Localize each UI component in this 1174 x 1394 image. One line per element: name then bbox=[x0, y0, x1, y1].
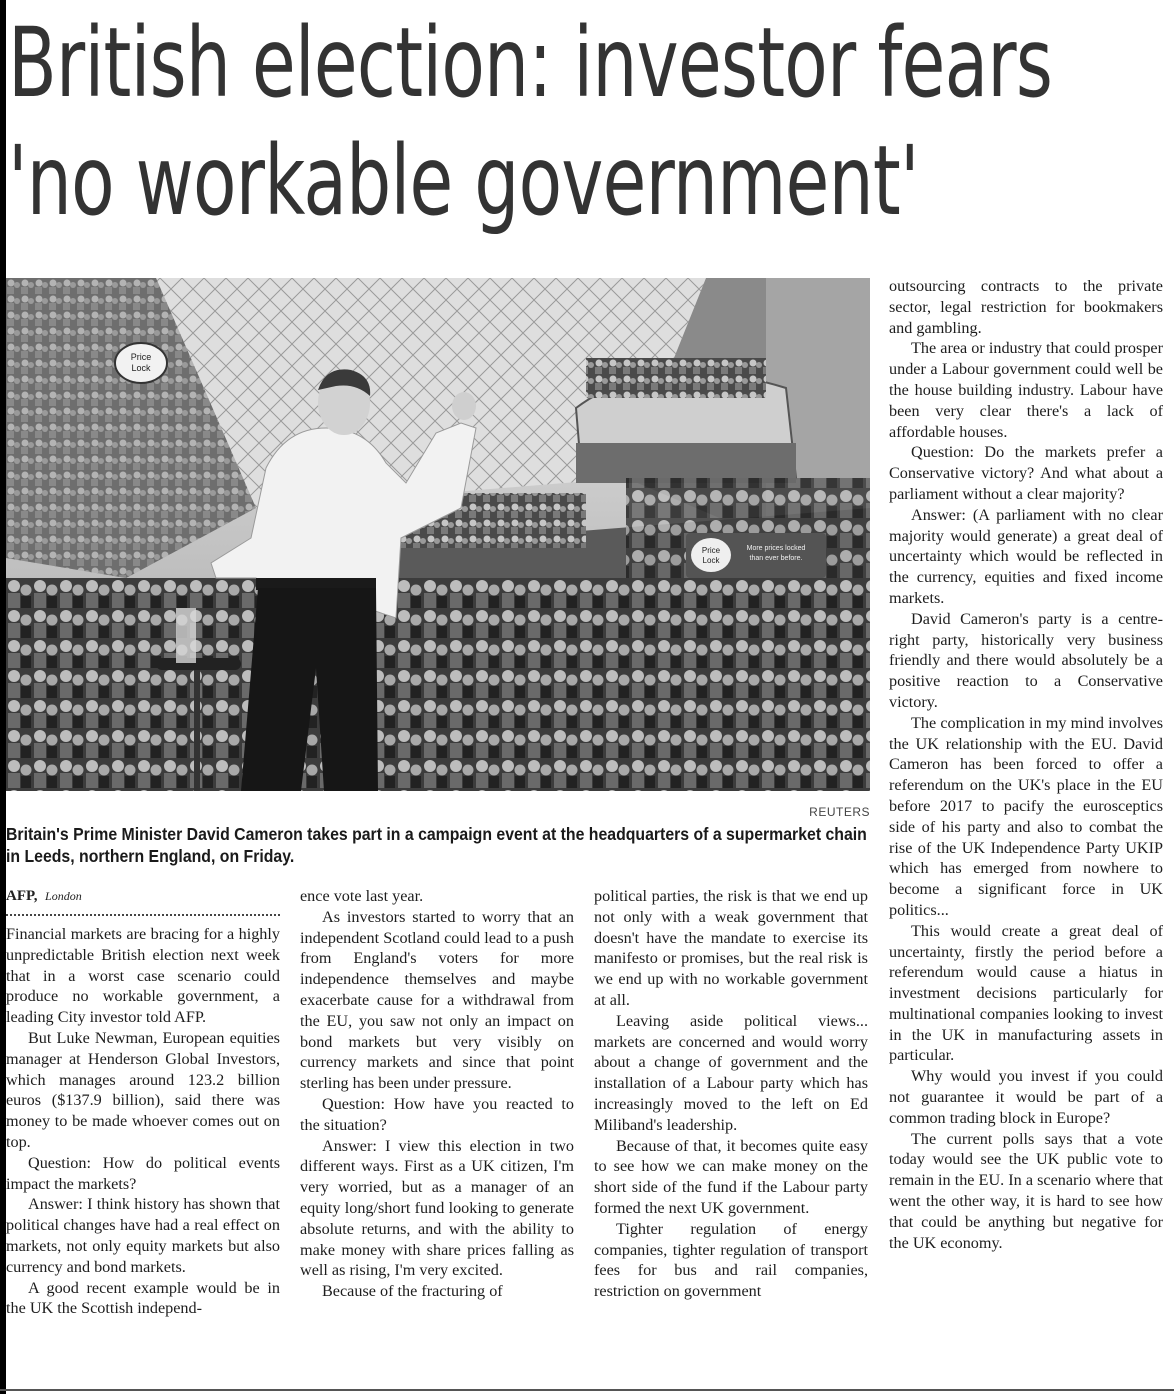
paragraph: Leaving aside political views... markets are concerned and would worry about a change of government and the installation of a Labour party which has increasingly moved to the left on Ed Miliband's leadership. bbox=[594, 1011, 868, 1134]
paragraph: As investors started to worry that an independent Scotland could lead to a push from England's voters for more independence themselves and maybe exacerbate cause for a withdrawal from the EU, you saw not only an impact on bond markets but very visibly on currency markets and since that point sterling has been under pressure. bbox=[300, 907, 574, 1093]
paragraph: Financial markets are bracing for a highly unpredictable British election next week that in a worst case scenario could produce no workable government, a leading City investor told AFP. bbox=[6, 925, 280, 1027]
paragraph: Tighter regulation of energy companies, tighter regulation of transport fees for bus and rail companies, restriction on government bbox=[594, 1219, 868, 1301]
price-lock-sign-right bbox=[686, 533, 826, 578]
svg-text:Price: Price bbox=[130, 352, 152, 362]
article-column-3 bbox=[594, 886, 868, 1302]
paragraph: Answer: I view this election in two different ways. First as a UK citizen, I'm very worried, but as a manager of an equity long/short fund looking to generate absolute returns, and with the ability to make money with share prices falling as well as rising, I'm very excited. bbox=[300, 1136, 574, 1280]
paragraph: outsourcing contracts to the private sector, legal restriction for bookmakers and gambling. bbox=[889, 277, 1163, 337]
paragraph: Answer: I think history has shown that political changes have had a real effect on markets, not only equity markets but also currency and bond markets. bbox=[6, 1195, 280, 1276]
byline bbox=[6, 886, 280, 908]
svg-text:Price: Price bbox=[701, 546, 721, 555]
paragraph: This would create a great deal of uncertainty, firstly the period before a referendum would cause a hiatus in investment decisions particularly for multinational companies looking to invest in the UK in manufacturing assets in particular. bbox=[889, 921, 1163, 1065]
paragraph: Question: How have you reacted to the situation? bbox=[300, 1094, 574, 1134]
headline bbox=[8, 4, 1053, 240]
paragraph: ence vote last year. bbox=[300, 887, 424, 905]
paragraph: Answer: (A parliament with no clear majority would generate) a great deal of uncertainty which would be reflected in the currency, equities and fixed income markets. bbox=[889, 505, 1163, 607]
paragraph: But Luke Newman, European equities manager at Henderson Global Investors, which manages around 123.2 billion euros ($137.9 billion), said there was money to be made whoever comes out on top. bbox=[6, 1028, 280, 1151]
paragraph: Question: Do the markets prefer a Conservative victory? And what about a parliament without a clear majority? bbox=[889, 443, 1163, 503]
paragraph: Because of that, it becomes quite easy to see how we can make money on the short side of the fund if the Labour party formed the next UK government. bbox=[594, 1136, 868, 1217]
paragraph: Why would you invest if you could not guarantee it would be part of a common trading block in Europe? bbox=[889, 1067, 1163, 1127]
byline-city: London bbox=[45, 889, 82, 903]
paragraph: Question: How do political events impact the markets? bbox=[6, 1153, 280, 1193]
bottom-rule bbox=[0, 1389, 1174, 1391]
svg-text:Lock: Lock bbox=[702, 556, 720, 565]
photo-caption: Britain's Prime Minister David Cameron takes part in a campaign event at the headquarters of a supermarket chain in Leeds, northern England, on Friday. bbox=[6, 824, 867, 866]
news-photo bbox=[6, 278, 870, 791]
paragraph: A good recent example would be in the UK the Scottish independ- bbox=[6, 1278, 280, 1318]
paragraph: political parties, the risk is that we end up not only with a weak government that doesn't have the mandate to exercise its manifesto or promises, but the real risk is we end up with no workable government at all. bbox=[594, 887, 868, 1009]
price-lock-sign-left bbox=[115, 343, 167, 383]
paragraph: David Cameron's party is a centre-right party, historically very business friendly and there would absolutely be a positive reaction to a Conservative victory. bbox=[889, 609, 1163, 711]
headline-line-2: 'no workable government' bbox=[8, 125, 919, 237]
headline-line-1: British election: investor fears bbox=[8, 7, 1053, 119]
article-column-2 bbox=[300, 886, 574, 1302]
article-column-1 bbox=[6, 886, 280, 1319]
svg-text:Lock: Lock bbox=[131, 363, 151, 373]
byline-agency: AFP, bbox=[6, 888, 38, 904]
paragraph: Because of the fracturing of bbox=[322, 1282, 503, 1301]
photo-illustration bbox=[6, 278, 870, 791]
paragraph: The current polls says that a vote today would see the UK public vote to remain in the EU. In a scenario where that went the other way, it is hard to see how that could be anything but negative for the UK economy. bbox=[889, 1129, 1163, 1252]
article-column-4 bbox=[889, 276, 1163, 1253]
svg-text:More prices locked: More prices locked bbox=[746, 545, 806, 552]
paragraph: The area or industry that could prosper under a Labour government could well be the house building industry. Labour have been very clear there's a lack of affordable houses. bbox=[889, 339, 1163, 441]
photo-credit: REUTERS bbox=[809, 805, 870, 819]
byline-divider bbox=[6, 908, 280, 916]
svg-text:than ever before.: than ever before. bbox=[749, 555, 803, 562]
paragraph: The complication in my mind involves the UK relationship with the EU. David Cameron has been forced to offer a referendum on the UK's place in the EU before 2017 to pacify the eurosceptics side of his party and also to combat the rise of the UK Independence Party UKIP which has emerged from nowhere to become a significant force in UK politics... bbox=[889, 713, 1163, 919]
